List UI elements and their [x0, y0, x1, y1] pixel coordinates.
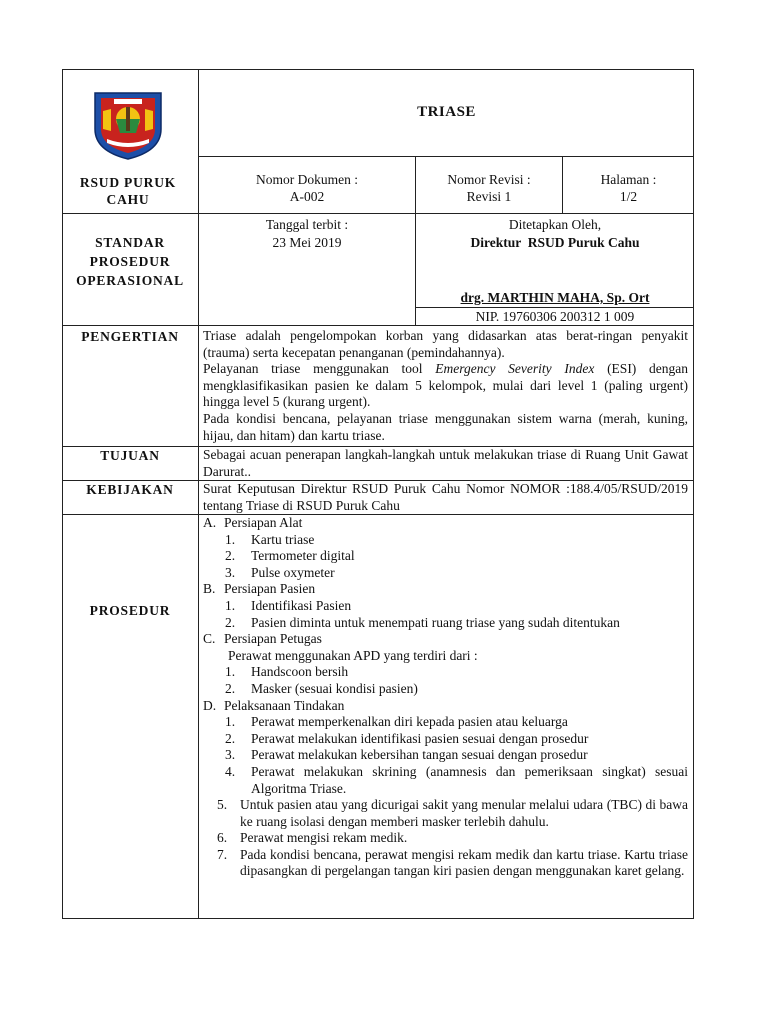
section-heading — [203, 698, 688, 715]
list-number: 3. — [225, 747, 236, 763]
list-number: 6. — [217, 830, 228, 846]
list-item-text: Kartu triase — [251, 531, 315, 547]
divider — [415, 307, 694, 308]
list-item — [203, 664, 688, 681]
text-span: Pelayanan triase menggunakan tool — [203, 361, 436, 377]
list-item-text: Untuk pasien atau yang dicurigai sakit yang menular melalui udara (TBC) di bawa ke ruang isolasi dengan memberi masker terlebih dahulu. — [240, 797, 688, 829]
page-value: 1/2 — [619, 189, 638, 204]
list-item-text: Perawat melakukan identifikasi pasien sesuai dengan prosedur — [251, 730, 589, 746]
sop-label: STANDAR PROSEDUR OPERASIONAL — [76, 235, 184, 288]
revision-label: Nomor Revisi : — [447, 172, 531, 187]
list-item — [203, 548, 688, 565]
list-item — [203, 598, 688, 615]
list-item — [203, 714, 688, 731]
issue-date: 23 Mei 2019 — [272, 235, 342, 250]
kebijakan-text: Surat Keputusan Direktur RSUD Puruk Cahu Nomor NOMOR :188.4/05/RSUD/2019 tentang Triase di RSUD Puruk Cahu — [203, 481, 688, 513]
hospital-logo — [89, 89, 167, 161]
list-item-text: Perawat mengisi rekam medik. — [240, 830, 408, 846]
list-heading: Pelaksanaan Tindakan — [224, 697, 345, 713]
list-item-text: Perawat melakukan skrining (anamnesis dan pemeriksaan singkat) sesuai Algoritma Triase. — [251, 763, 688, 796]
list-number: 1. — [225, 714, 236, 730]
list-number: 1. — [225, 664, 236, 680]
list-item — [203, 847, 688, 880]
list-item-text: Handscoon bersih — [251, 664, 349, 680]
pengertian-paragraph: Pada kondisi bencana, pelayanan triase menggunakan sistem warna (merah, kuning, hijau, dan hitam) dan kartu triase. — [203, 410, 688, 443]
list-item-text: Identifikasi Pasien — [251, 597, 352, 613]
pengertian-text — [203, 328, 688, 444]
section-heading — [203, 581, 688, 598]
pengertian-paragraph — [203, 361, 688, 411]
list-item-text: Pasien diminta untuk menempati ruang triase yang sudah ditentukan — [251, 614, 620, 630]
director-name: drg. MARTHIN MAHA, Sp. Ort — [460, 290, 650, 305]
divider — [198, 156, 694, 157]
list-number: 3. — [225, 564, 236, 580]
director-nip: NIP. 19760306 200312 1 009 — [475, 309, 635, 324]
list-number: 7. — [217, 846, 228, 862]
list-item — [203, 731, 688, 748]
issue-date-label: Tanggal terbit : — [265, 217, 349, 232]
list-number: 2. — [225, 548, 236, 564]
list-intro — [203, 648, 688, 665]
section-heading — [203, 631, 688, 648]
pengertian-paragraph: Triase adalah pengelompokan korban yang didasarkan atas berat-ringan penyakit (trauma) serta kecepatan penanganan (pemindahannya). — [203, 328, 688, 360]
section-heading — [203, 515, 688, 532]
list-letter: C. — [203, 631, 216, 647]
list-heading: Persiapan Alat — [224, 515, 303, 530]
list-item — [203, 764, 688, 797]
italic-term: Emergency Severity Index — [435, 361, 595, 377]
section-label-tujuan: TUJUAN — [100, 448, 160, 463]
list-letter: B. — [203, 581, 216, 597]
list-item-text: Termometer digital — [251, 548, 355, 564]
list-item — [203, 830, 688, 847]
list-number: 2. — [225, 614, 236, 630]
list-item — [203, 747, 688, 764]
tujuan-text: Sebagai acuan penerapan langkah-langkah untuk melakukan triase di Ruang Unit Gawat Darurat.. — [203, 447, 688, 479]
set-by-label: Ditetapkan Oleh, — [508, 217, 602, 232]
list-item — [203, 532, 688, 549]
text-span: (ESI) dengan mengklasifikasikan pasien ke dalam 5 kelompok, mulai dari level 1 (paling urgent) hingga level 5 (kurang urgent). — [203, 361, 688, 410]
revision-value: Revisi 1 — [466, 189, 512, 204]
list-number: 2. — [225, 730, 236, 746]
section-label-pengertian: PENGERTIAN — [81, 329, 179, 344]
list-item-text: Perawat melakukan kebersihan tangan sesuai dengan prosedur — [251, 747, 588, 763]
list-item — [203, 797, 688, 830]
prosedur-list — [203, 515, 688, 880]
list-heading: Persiapan Pasien — [224, 581, 316, 597]
section-label-prosedur: PROSEDUR — [89, 603, 171, 618]
list-letter: D. — [203, 697, 217, 713]
list-item — [203, 565, 688, 582]
divider — [62, 325, 694, 326]
document-title: TRIASE — [417, 104, 476, 120]
list-number: 5. — [217, 797, 228, 813]
list-heading: Persiapan Petugas — [224, 631, 322, 647]
list-item — [203, 681, 688, 698]
divider — [62, 213, 694, 214]
list-number: 1. — [225, 531, 236, 547]
section-label-kebijakan: KEBIJAKAN — [86, 482, 174, 497]
doc-no-label: Nomor Dokumen : — [256, 172, 358, 187]
list-number: 2. — [225, 680, 236, 696]
list-item-text: Masker (sesuai kondisi pasien) — [251, 680, 418, 696]
list-number: 4. — [225, 763, 236, 779]
list-item-text: Pada kondisi bencana, perawat mengisi rekam medik dan kartu triase. Kartu triase dipasangkan di pergelangan tangan kiri pasien dengan menggunakan karet gelang. — [240, 846, 688, 879]
list-number: 1. — [225, 597, 236, 613]
list-letter: A. — [203, 515, 217, 530]
list-intro-text: Perawat menggunakan APD yang terdiri dari : — [228, 647, 478, 663]
page-label: Halaman : — [600, 172, 657, 187]
list-item-text: Perawat memperkenalkan diri kepada pasien atau keluarga — [251, 714, 568, 730]
doc-no-value: A-002 — [289, 189, 325, 204]
hospital-name: RSUD PURUK CAHU — [79, 175, 177, 207]
director-title: Direktur RSUD Puruk Cahu — [470, 235, 640, 250]
list-item — [203, 615, 688, 632]
list-item-text: Pulse oxymeter — [251, 564, 335, 580]
